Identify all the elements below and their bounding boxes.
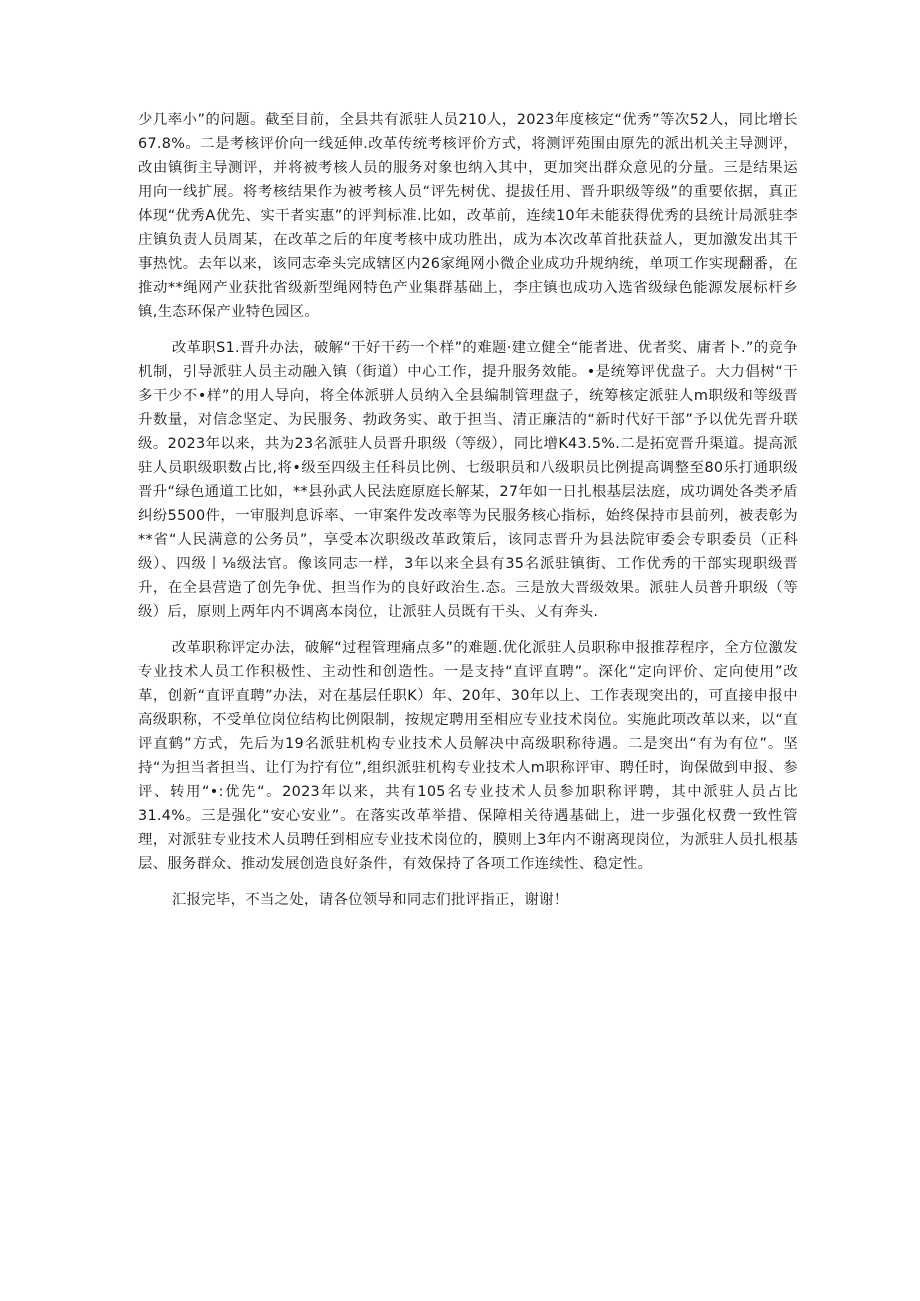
paragraph-promotion-reform: 改革职S1.晋升办法，破解“干好干药一个样”的难题·建立健全“能者进、优者奖、庸者卜.”的竞争机制，引导派驻人员主动融入镇（街道）中心工作，提升服务效能。•是统筹评优盘子。大力倡树“干多干少不•样”的用人导向，将全体派骈人员纳入全县编制管理盘子，统筹核定派驻人m职级和等级晋升数量，对信念坚定、为民服务、勃政务实、敢于担当、清正廉洁的“新时代好干部”予以优先晋升联级。2023年以来，共为23名派驻人员晋升职级（等级），同比增K43.5%.二是拓宽晋升渠道。提高派驻人员职级职数占比,将•级至四级主任科员比例、七级职员和八级职员比例提高调整至80乐打通职级晋升“绿色通道工比如，**县孙武人民法庭原庭长解某，27年如一日扎根基层法庭，成功调处各类矛盾纠纷5500件，一审服判息诉率、一审案件发改率等为民服务核心指标，始终保持市县前列，被表彰为**省“人民满意的公务员”，享受本次职级改革政策后，该同志晋升为县法院审委会专职委员（正科级）、四级丨⅛级法官。像该同志一样，3年以来全县有35名派驻镇街、工作优秀的干部实现职级晋升，在全县营造了创先争优、担当作为的良好政治生.态。三是放大晋级效果。派驻人员普升职级（等级）后，原则上两年内不调离本岗位，让派驻人员既有干头、乂有奔头. [138,340,798,620]
document-page [138,108,798,912]
paragraph-closing-remarks: 汇报完毕，不当之处，请各位领导和同志们批评指正，谢谢！ [171,892,569,908]
paragraph-title-evaluation-reform: 改革职称评定办法，破解“过程管理痛点多”的难题.优化派驻人员职称申报推荐程序，全方位激发专业技术人员工作积极性、主动性和创造性。一是支持“直评直聘”。深化“定向评价、定向使用”改革，创新“直评直聘”办法，对在基层任职K）年、20年、30年以上、工作表现突出的，可直接申报中高级职称，不受单位岗位结构比例限制，按规定聘用至相应专业技术岗位。实施此项改革以来，以“直评直鹤”方式，先后为19名派驻机构专业技术人员解决中高级职称待遇。二是突出“有为有位”。坚持“为担当者担当、让仃为拧有位”,组织派驻机构专业技术人m职称评审、聘任时，询保做到申报、参评、转用“•:优先“。2023年以来，共有105名专业技术人员参加职称评聘，其中派驻人员占比31.4%。三是强化“安心安业”。在落实改革举措、保障相关待遇基础上，进一步强化权费一致性管理，对派驻专业技术人员聘任到相应专业技术岗位的，膜则上3年内不谢离现岗位，为派驻人员扎根基层、服务群众、推动发展创造良好条件，有效保持了各项工作连续性、稳定性。 [138,640,798,872]
paragraph-evaluation-results: 少几率小”的问题。截至目前，全县共有派驻人员210人，2023年度核定“优秀”等次52人，同比增长67.8%。二是考核评价向一线延伸.改革传统考核评价方式，将测评苑围由原先的派出机关主导测评，改由镇街主导测评，并将被考核人员的服务对象也纳入其中，更加突出群众意见的分量。三是结果运用向一线扩展。将考核结果作为被考核人员“评先树优、提拔任用、晋升职级等级”的重要依据，真正体现“优秀A优先、实干者实惠”的评判标准.比如，改革前，连续10年未能获得优秀的县统计局派驻李庄镇负责人员周某，在改革之后的年度考核中成功胜出，成为本次改革首批获益人，更加激发出其干事热忱。去年以来，该同志牵头完成辖区内26家绳网小微企业成功升规纳统，单项工作实现翻番，在推动**绳网产业获批省级新型绳网特色产业集群基础上，李庄镇也成功入选省级绿色能源发展标杆乡镇,生态环保产业特色园区。 [138,112,798,320]
